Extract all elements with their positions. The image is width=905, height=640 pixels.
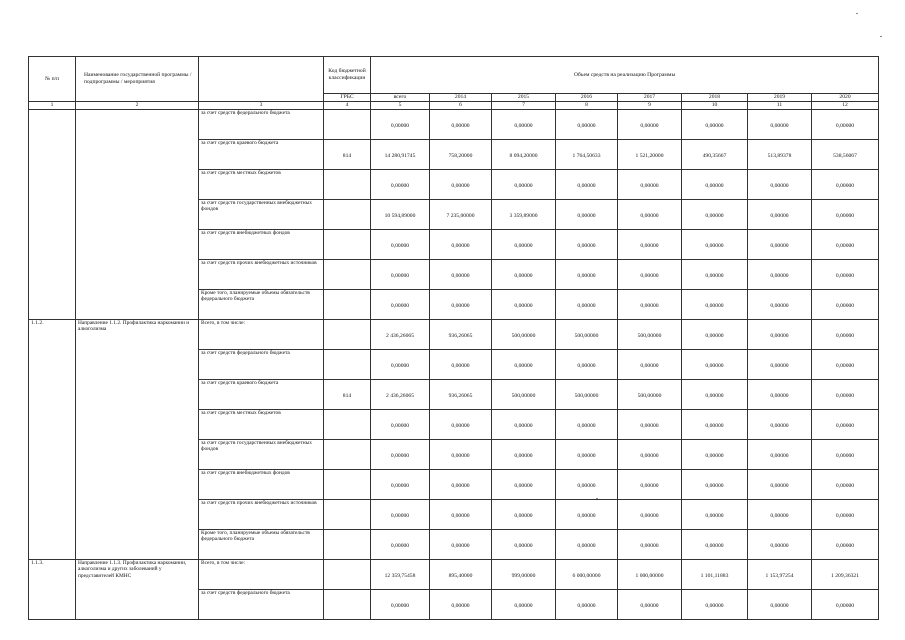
grbs-code	[324, 349, 371, 379]
funding-source-label: за счет средств местных бюджетов	[199, 169, 324, 199]
year-value: 0,00000	[748, 319, 812, 349]
col-number: 4	[324, 102, 371, 110]
header-grbs: ГРБС	[324, 94, 371, 102]
total-value: 2 436,26065	[371, 379, 430, 409]
year-value: 0,00000	[556, 289, 618, 319]
year-value: 0,00000	[618, 349, 682, 379]
year-value: 0,00000	[492, 259, 556, 289]
funding-source-label: за счет средств прочих внебюджетных источников	[199, 499, 324, 529]
header-year: 2020	[812, 94, 879, 102]
budget-table-page	[28, 56, 878, 620]
funding-source-label: за счет средств федерального бюджета	[199, 589, 324, 619]
year-value: 0,00000	[492, 499, 556, 529]
year-value: 0,00000	[812, 589, 879, 619]
year-value: 500,00000	[556, 379, 618, 409]
total-value: 0,00000	[371, 229, 430, 259]
total-value: 12 359,75458	[371, 559, 430, 589]
grbs-code	[324, 409, 371, 439]
year-value: 0,00000	[556, 589, 618, 619]
year-value: 0,00000	[682, 289, 748, 319]
header-name: Наименование государственной программы / подпрограммы / мероприятия	[76, 57, 199, 102]
year-value: 0,00000	[682, 199, 748, 229]
total-value: 2 436,26065	[371, 319, 430, 349]
total-value: 14 280,91745	[371, 139, 430, 169]
year-value: 758,20000	[430, 139, 492, 169]
total-value: 0,00000	[371, 289, 430, 319]
year-value: 0,00000	[682, 169, 748, 199]
year-value: 0,00000	[618, 439, 682, 469]
col-number: 10	[682, 102, 748, 110]
total-value: 0,00000	[371, 259, 430, 289]
scan-mark	[856, 13, 858, 14]
year-value: 490,35667	[682, 139, 748, 169]
grbs-code	[324, 439, 371, 469]
year-value: 0,00000	[748, 439, 812, 469]
year-value: 500,00000	[492, 319, 556, 349]
year-value: 0,00000	[682, 469, 748, 499]
year-value: 0,00000	[748, 379, 812, 409]
grbs-code	[324, 559, 371, 589]
year-value: 0,00000	[556, 499, 618, 529]
year-value: 0,00000	[812, 289, 879, 319]
funding-source-label: за счет средств федерального бюджета	[199, 349, 324, 379]
year-value: 0,00000	[812, 109, 879, 139]
year-value: 0,00000	[556, 409, 618, 439]
year-value: 1 101,11883	[682, 559, 748, 589]
col-number: 12	[812, 102, 879, 110]
year-value: 1 000,00000	[618, 559, 682, 589]
year-value: 0,00000	[748, 109, 812, 139]
year-value: 0,00000	[682, 439, 748, 469]
grbs-code	[324, 469, 371, 499]
funding-source-label: за счет средств федерального бюджета	[199, 109, 324, 139]
year-value: 0,00000	[492, 229, 556, 259]
header-row	[29, 57, 879, 94]
year-value: 0,00000	[556, 349, 618, 379]
year-value: 0,00000	[556, 529, 618, 559]
year-value: 0,00000	[430, 109, 492, 139]
year-value: 0,00000	[430, 259, 492, 289]
total-value: 10 594,89000	[371, 199, 430, 229]
year-value: 0,00000	[682, 529, 748, 559]
header-volume: Объем средств на реализацию Программы	[371, 57, 879, 94]
funding-source-label: Кроме того, планируемые объемы обязательств федерального бюджета	[199, 289, 324, 319]
year-value: 0,00000	[556, 439, 618, 469]
funding-source-label: за счет средств краевого бюджета	[199, 139, 324, 169]
year-value: 999,00000	[492, 559, 556, 589]
year-value: 7 235,00000	[430, 199, 492, 229]
year-value: 0,00000	[812, 499, 879, 529]
year-value: 895,40000	[430, 559, 492, 589]
row-number: 1.1.2.	[29, 319, 76, 559]
year-value: 0,00000	[682, 259, 748, 289]
year-value: 0,00000	[682, 409, 748, 439]
year-value: 0,00000	[492, 349, 556, 379]
col-number: 6	[430, 102, 492, 110]
grbs-code	[324, 319, 371, 349]
year-value: 0,00000	[492, 109, 556, 139]
column-number-row	[29, 102, 879, 110]
year-value: 0,00000	[748, 589, 812, 619]
year-value: 1 764,50633	[556, 139, 618, 169]
year-value: 0,00000	[430, 439, 492, 469]
grbs-code	[324, 499, 371, 529]
year-value: 538,56067	[812, 139, 879, 169]
year-value: 0,00000	[556, 109, 618, 139]
year-value: 0,00000	[618, 589, 682, 619]
year-value: 0,00000	[748, 289, 812, 319]
header-year: 2017	[618, 94, 682, 102]
funding-source-label: Кроме того, планируемые объемы обязательств федерального бюджета	[199, 529, 324, 559]
year-value: 0,00000	[492, 409, 556, 439]
budget-table	[28, 56, 879, 620]
grbs-code	[324, 589, 371, 619]
year-value: 0,00000	[682, 229, 748, 259]
year-value: 0,00000	[556, 259, 618, 289]
year-value: 936,26065	[430, 379, 492, 409]
grbs-code	[324, 259, 371, 289]
grbs-code	[324, 169, 371, 199]
year-value: 513,89378	[748, 139, 812, 169]
table-row	[29, 319, 879, 349]
year-value: 0,00000	[682, 109, 748, 139]
funding-source-label: за счет средств государственных внебюджетных фондов	[199, 439, 324, 469]
year-value: 0,00000	[430, 169, 492, 199]
year-value: 0,00000	[812, 409, 879, 439]
year-value: 0,00000	[812, 469, 879, 499]
year-value: 1 153,97254	[748, 559, 812, 589]
year-value: 0,00000	[812, 169, 879, 199]
year-value: 0,00000	[748, 409, 812, 439]
year-value: 0,00000	[556, 199, 618, 229]
total-value: 0,00000	[371, 109, 430, 139]
year-value: 0,00000	[748, 229, 812, 259]
program-name: Направление 1.1.3. Профилактика наркомании, алкоголизма и других заболеваний у представителей КМНС	[76, 559, 199, 619]
grbs-code: 814	[324, 379, 371, 409]
year-value: 0,00000	[430, 349, 492, 379]
program-name	[76, 109, 199, 319]
year-value: 0,00000	[812, 319, 879, 349]
funding-source-label: за счет средств краевого бюджета	[199, 379, 324, 409]
year-value: 0,00000	[618, 469, 682, 499]
year-value: 500,00000	[556, 319, 618, 349]
year-value: 8 094,20000	[492, 139, 556, 169]
year-value: 0,00000	[682, 349, 748, 379]
col-number: 5	[371, 102, 430, 110]
year-value: 0,00000	[748, 259, 812, 289]
year-value: 0,00000	[812, 529, 879, 559]
year-value: 6 000,00000	[556, 559, 618, 589]
year-value: 0,00000	[812, 439, 879, 469]
header-empty	[199, 57, 324, 102]
table-row	[29, 109, 879, 139]
year-value: 0,00000	[430, 499, 492, 529]
year-value: 0,00000	[430, 469, 492, 499]
year-value: 0,00000	[556, 169, 618, 199]
grbs-code	[324, 109, 371, 139]
year-value: 0,00000	[618, 499, 682, 529]
grbs-code	[324, 289, 371, 319]
year-value: 0,00000	[492, 289, 556, 319]
year-value: 0,00000	[618, 259, 682, 289]
scan-mark	[596, 498, 598, 499]
total-value: 0,00000	[371, 589, 430, 619]
year-value: 0,00000	[748, 199, 812, 229]
year-value: 0,00000	[492, 529, 556, 559]
grbs-code	[324, 229, 371, 259]
year-value: 0,00000	[748, 529, 812, 559]
year-value: 0,00000	[492, 439, 556, 469]
col-number: 8	[556, 102, 618, 110]
year-value: 3 359,89000	[492, 199, 556, 229]
grbs-code: 814	[324, 139, 371, 169]
col-number: 11	[748, 102, 812, 110]
year-value: 0,00000	[618, 289, 682, 319]
year-value: 0,00000	[682, 499, 748, 529]
col-number: 7	[492, 102, 556, 110]
year-value: 500,00000	[618, 379, 682, 409]
col-number: 3	[199, 102, 324, 110]
total-value: 0,00000	[371, 169, 430, 199]
year-value: 0,00000	[618, 199, 682, 229]
grbs-code	[324, 199, 371, 229]
year-value: 0,00000	[430, 229, 492, 259]
year-value: 0,00000	[556, 469, 618, 499]
header-year: 2018	[682, 94, 748, 102]
year-value: 0,00000	[618, 169, 682, 199]
header-code: Код бюджетной классификации	[324, 57, 371, 94]
year-value: 0,00000	[748, 169, 812, 199]
year-value: 0,00000	[618, 409, 682, 439]
header-year: 2014	[430, 94, 492, 102]
header-year: 2019	[748, 94, 812, 102]
year-value: 500,00000	[492, 379, 556, 409]
year-value: 0,00000	[430, 289, 492, 319]
year-value: 0,00000	[556, 229, 618, 259]
year-value: 0,00000	[618, 229, 682, 259]
funding-source-label: за счет средств местных бюджетов	[199, 409, 324, 439]
funding-source-label: за счет средств прочих внебюджетных источников	[199, 259, 324, 289]
year-value: 0,00000	[812, 259, 879, 289]
year-value: 0,00000	[430, 409, 492, 439]
year-value: 0,00000	[430, 589, 492, 619]
funding-source-label: за счет средств внебюджетных фондов	[199, 229, 324, 259]
year-value: 0,00000	[618, 529, 682, 559]
funding-source-label: за счет средств государственных внебюджетных фондов	[199, 199, 324, 229]
header-total: всего	[371, 94, 430, 102]
year-value: 0,00000	[492, 169, 556, 199]
header-num: № п/п	[29, 57, 76, 102]
year-value: 0,00000	[682, 379, 748, 409]
grbs-code	[324, 529, 371, 559]
col-number: 1	[29, 102, 76, 110]
table-body	[29, 109, 879, 619]
year-value: 0,00000	[812, 199, 879, 229]
header-year: 2015	[492, 94, 556, 102]
year-value: 0,00000	[812, 349, 879, 379]
year-value: 0,00000	[618, 109, 682, 139]
year-value: 500,00000	[618, 319, 682, 349]
row-number	[29, 109, 76, 319]
total-value: 0,00000	[371, 469, 430, 499]
year-value: 0,00000	[748, 349, 812, 379]
year-value: 0,00000	[682, 589, 748, 619]
year-value: 1 521,20000	[618, 139, 682, 169]
row-number: 1.1.3.	[29, 559, 76, 619]
year-value: 1 209,36321	[812, 559, 879, 589]
col-number: 2	[76, 102, 199, 110]
scan-mark	[880, 36, 882, 37]
total-value: 0,00000	[371, 349, 430, 379]
total-value: 0,00000	[371, 529, 430, 559]
total-value: 0,00000	[371, 499, 430, 529]
funding-source-label: за счет средств внебюджетных фондов	[199, 469, 324, 499]
year-value: 0,00000	[430, 529, 492, 559]
table-row	[29, 559, 879, 589]
total-value: 0,00000	[371, 439, 430, 469]
funding-source-label: Всего, в том числе:	[199, 559, 324, 589]
total-value: 0,00000	[371, 409, 430, 439]
program-name: Направление 1.1.2. Профилактика наркомании и алкоголизма	[76, 319, 199, 559]
year-value: 0,00000	[492, 589, 556, 619]
year-value: 0,00000	[812, 379, 879, 409]
funding-source-label: Всего, в том числе:	[199, 319, 324, 349]
year-value: 0,00000	[748, 499, 812, 529]
year-value: 0,00000	[492, 469, 556, 499]
year-value: 936,26065	[430, 319, 492, 349]
col-number: 9	[618, 102, 682, 110]
year-value: 0,00000	[812, 229, 879, 259]
year-value: 0,00000	[748, 469, 812, 499]
header-year: 2016	[556, 94, 618, 102]
year-value: 0,00000	[682, 319, 748, 349]
